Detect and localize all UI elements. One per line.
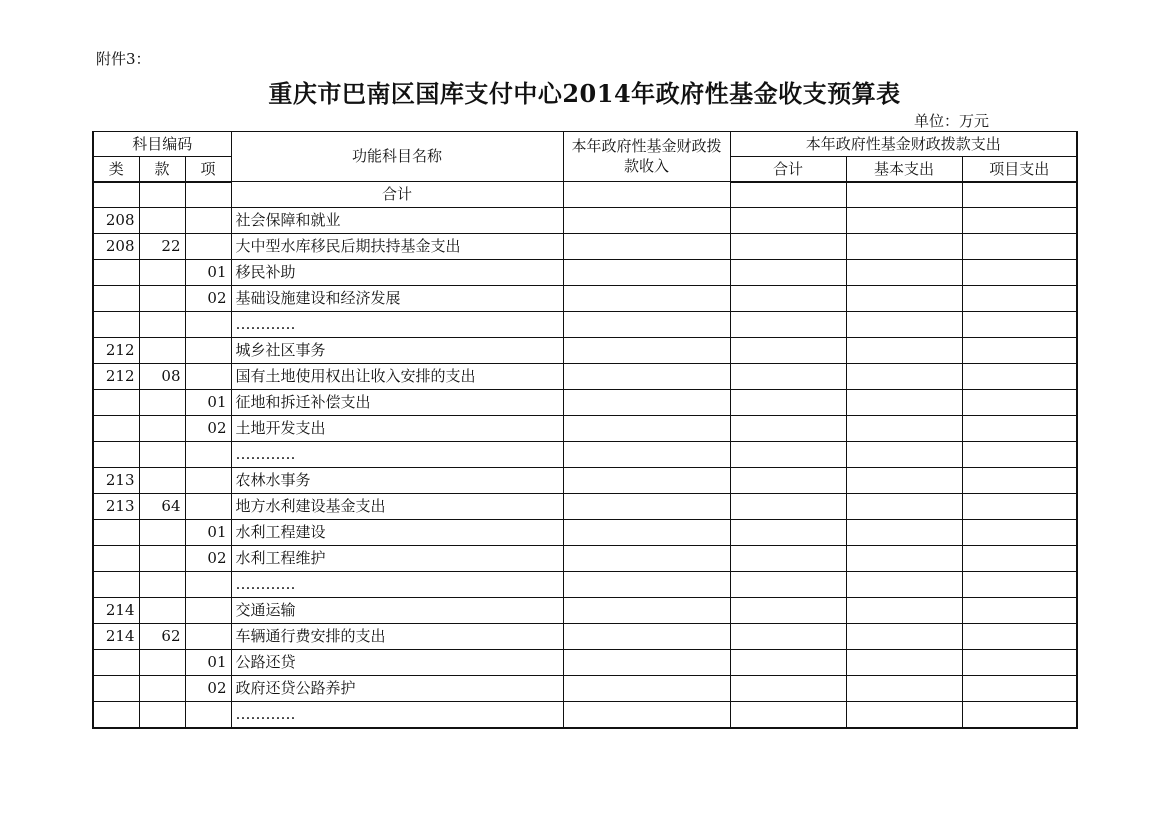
expense-total-cell (730, 312, 846, 338)
attachment-label: 附件3： (96, 50, 151, 68)
kuan-cell (139, 390, 185, 416)
kuan-cell (139, 676, 185, 702)
lei-cell: 208 (93, 208, 139, 234)
lei-cell: 214 (93, 624, 139, 650)
income-cell (563, 260, 730, 286)
total-project-cell (962, 182, 1077, 208)
table-row (93, 286, 1077, 312)
income-cell (563, 286, 730, 312)
lei-cell (93, 312, 139, 338)
table-row (93, 598, 1077, 624)
income-cell (563, 520, 730, 546)
expense-total-cell (730, 260, 846, 286)
basic-expense-cell (846, 338, 962, 364)
expense-total-cell (730, 520, 846, 546)
item-name-cell: 征地和拆迁补偿支出 (231, 390, 563, 416)
basic-expense-cell (846, 260, 962, 286)
project-expense-cell (962, 208, 1077, 234)
xiang-cell (185, 468, 231, 494)
xiang-cell: 01 (185, 520, 231, 546)
kuan-cell: 08 (139, 364, 185, 390)
kuan-cell (139, 312, 185, 338)
basic-expense-cell (846, 598, 962, 624)
item-name-cell: 公路还贷 (231, 650, 563, 676)
project-expense-cell (962, 286, 1077, 312)
lei-cell: 213 (93, 468, 139, 494)
income-cell (563, 208, 730, 234)
table-row (93, 234, 1077, 260)
xiang-cell (185, 442, 231, 468)
total-total-cell (730, 182, 846, 208)
basic-expense-cell (846, 468, 962, 494)
total-row-label: 合计 (231, 182, 563, 208)
project-expense-cell (962, 338, 1077, 364)
item-name-cell: 农林水事务 (231, 468, 563, 494)
table-row (93, 494, 1077, 520)
income-cell (563, 624, 730, 650)
kuan-cell (139, 260, 185, 286)
total-row (93, 182, 1077, 208)
project-expense-cell (962, 520, 1077, 546)
income-cell (563, 442, 730, 468)
expense-total-cell (730, 416, 846, 442)
item-name-cell: ………… (231, 312, 563, 338)
lei-cell (93, 416, 139, 442)
item-name-cell: 水利工程建设 (231, 520, 563, 546)
lei-cell (93, 390, 139, 416)
xiang-cell: 01 (185, 260, 231, 286)
header-total: 合计 (730, 157, 846, 182)
header-name: 功能科目名称 (231, 132, 563, 182)
expense-total-cell (730, 546, 846, 572)
project-expense-cell (962, 234, 1077, 260)
budget-table (92, 131, 1078, 729)
table-row (93, 390, 1077, 416)
item-name-cell: ………… (231, 442, 563, 468)
kuan-cell: 64 (139, 494, 185, 520)
item-name-cell: 社会保障和就业 (231, 208, 563, 234)
income-cell (563, 338, 730, 364)
total-xiang-cell (185, 182, 231, 208)
project-expense-cell (962, 468, 1077, 494)
project-expense-cell (962, 598, 1077, 624)
header-kuan: 款 (139, 157, 185, 182)
income-cell (563, 676, 730, 702)
unit-label: 单位：万元 (914, 112, 990, 130)
expense-total-cell (730, 676, 846, 702)
income-cell (563, 598, 730, 624)
expense-total-cell (730, 234, 846, 260)
header-income: 本年政府性基金财政拨款收入 (563, 132, 730, 182)
expense-total-cell (730, 494, 846, 520)
table-row (93, 546, 1077, 572)
kuan-cell (139, 468, 185, 494)
lei-cell (93, 702, 139, 729)
basic-expense-cell (846, 520, 962, 546)
item-name-cell: 基础设施建设和经济发展 (231, 286, 563, 312)
income-cell (563, 364, 730, 390)
basic-expense-cell (846, 364, 962, 390)
lei-cell (93, 260, 139, 286)
header-basic: 基本支出 (846, 157, 962, 182)
header-project: 项目支出 (962, 157, 1077, 182)
kuan-cell (139, 520, 185, 546)
project-expense-cell (962, 546, 1077, 572)
income-cell (563, 416, 730, 442)
lei-cell: 214 (93, 598, 139, 624)
xiang-cell (185, 572, 231, 598)
lei-cell (93, 650, 139, 676)
table-row (93, 624, 1077, 650)
table-row (93, 520, 1077, 546)
xiang-cell (185, 598, 231, 624)
xiang-cell (185, 494, 231, 520)
kuan-cell (139, 546, 185, 572)
kuan-cell: 22 (139, 234, 185, 260)
expense-total-cell (730, 572, 846, 598)
item-name-cell: 大中型水库移民后期扶持基金支出 (231, 234, 563, 260)
expense-total-cell (730, 702, 846, 729)
item-name-cell: 移民补助 (231, 260, 563, 286)
table-row (93, 208, 1077, 234)
xiang-cell (185, 364, 231, 390)
project-expense-cell (962, 364, 1077, 390)
xiang-cell (185, 702, 231, 729)
kuan-cell (139, 572, 185, 598)
expense-total-cell (730, 624, 846, 650)
table-row (93, 416, 1077, 442)
basic-expense-cell (846, 208, 962, 234)
lei-cell (93, 572, 139, 598)
project-expense-cell (962, 442, 1077, 468)
header-row-1 (93, 132, 1077, 157)
expense-total-cell (730, 364, 846, 390)
xiang-cell: 02 (185, 286, 231, 312)
item-name-cell: 交通运输 (231, 598, 563, 624)
item-name-cell: 城乡社区事务 (231, 338, 563, 364)
lei-cell (93, 442, 139, 468)
expense-total-cell (730, 338, 846, 364)
income-cell (563, 546, 730, 572)
table-row (93, 702, 1077, 729)
xiang-cell (185, 312, 231, 338)
income-cell (563, 390, 730, 416)
project-expense-cell (962, 312, 1077, 338)
item-name-cell: 车辆通行费安排的支出 (231, 624, 563, 650)
income-cell (563, 468, 730, 494)
item-name-cell: 水利工程维护 (231, 546, 563, 572)
basic-expense-cell (846, 286, 962, 312)
basic-expense-cell (846, 234, 962, 260)
project-expense-cell (962, 702, 1077, 729)
item-name-cell: ………… (231, 572, 563, 598)
income-cell (563, 650, 730, 676)
xiang-cell (185, 208, 231, 234)
lei-cell (93, 520, 139, 546)
header-expense-group: 本年政府性基金财政拨款支出 (730, 132, 1077, 157)
basic-expense-cell (846, 390, 962, 416)
basic-expense-cell (846, 416, 962, 442)
income-cell (563, 494, 730, 520)
income-cell (563, 234, 730, 260)
xiang-cell (185, 234, 231, 260)
table-row (93, 442, 1077, 468)
xiang-cell: 02 (185, 546, 231, 572)
kuan-cell (139, 338, 185, 364)
basic-expense-cell (846, 494, 962, 520)
lei-cell: 208 (93, 234, 139, 260)
total-kuan-cell (139, 182, 185, 208)
project-expense-cell (962, 260, 1077, 286)
total-basic-cell (846, 182, 962, 208)
kuan-cell (139, 442, 185, 468)
expense-total-cell (730, 390, 846, 416)
basic-expense-cell (846, 702, 962, 729)
table-row (93, 468, 1077, 494)
expense-total-cell (730, 286, 846, 312)
kuan-cell (139, 598, 185, 624)
project-expense-cell (962, 390, 1077, 416)
header-xiang: 项 (185, 157, 231, 182)
income-cell (563, 572, 730, 598)
table-row (93, 650, 1077, 676)
item-name-cell: 地方水利建设基金支出 (231, 494, 563, 520)
lei-cell (93, 546, 139, 572)
basic-expense-cell (846, 676, 962, 702)
table-row (93, 364, 1077, 390)
xiang-cell: 02 (185, 676, 231, 702)
project-expense-cell (962, 676, 1077, 702)
expense-total-cell (730, 208, 846, 234)
item-name-cell: 政府还贷公路养护 (231, 676, 563, 702)
page-title: 重庆市巴南区国库支付中心2014年政府性基金收支预算表 (268, 79, 901, 108)
table-row (93, 572, 1077, 598)
header-lei: 类 (93, 157, 139, 182)
lei-cell (93, 286, 139, 312)
basic-expense-cell (846, 624, 962, 650)
project-expense-cell (962, 416, 1077, 442)
total-lei-cell (93, 182, 139, 208)
table-row (93, 260, 1077, 286)
total-income-cell (563, 182, 730, 208)
lei-cell: 213 (93, 494, 139, 520)
project-expense-cell (962, 650, 1077, 676)
kuan-cell (139, 208, 185, 234)
project-expense-cell (962, 572, 1077, 598)
kuan-cell (139, 286, 185, 312)
expense-total-cell (730, 442, 846, 468)
project-expense-cell (962, 624, 1077, 650)
kuan-cell (139, 702, 185, 729)
xiang-cell: 02 (185, 416, 231, 442)
item-name-cell: ………… (231, 702, 563, 729)
header-code-group: 科目编码 (93, 132, 231, 157)
kuan-cell (139, 650, 185, 676)
expense-total-cell (730, 598, 846, 624)
kuan-cell (139, 416, 185, 442)
xiang-cell: 01 (185, 390, 231, 416)
basic-expense-cell (846, 572, 962, 598)
kuan-cell: 62 (139, 624, 185, 650)
xiang-cell (185, 624, 231, 650)
expense-total-cell (730, 650, 846, 676)
expense-total-cell (730, 468, 846, 494)
project-expense-cell (962, 494, 1077, 520)
item-name-cell: 国有土地使用权出让收入安排的支出 (231, 364, 563, 390)
table-row (93, 338, 1077, 364)
basic-expense-cell (846, 546, 962, 572)
income-cell (563, 312, 730, 338)
table-row (93, 676, 1077, 702)
basic-expense-cell (846, 442, 962, 468)
basic-expense-cell (846, 650, 962, 676)
xiang-cell: 01 (185, 650, 231, 676)
xiang-cell (185, 338, 231, 364)
lei-cell (93, 676, 139, 702)
basic-expense-cell (846, 312, 962, 338)
item-name-cell: 土地开发支出 (231, 416, 563, 442)
table-row (93, 312, 1077, 338)
income-cell (563, 702, 730, 729)
lei-cell: 212 (93, 364, 139, 390)
lei-cell: 212 (93, 338, 139, 364)
